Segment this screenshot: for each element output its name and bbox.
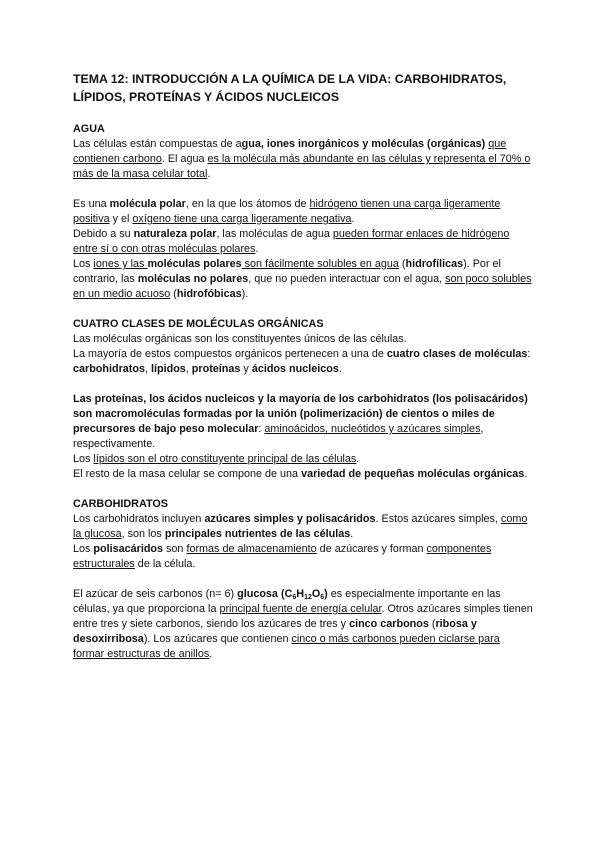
text-run: , las moléculas de agua	[216, 228, 333, 240]
bold-run: hidrofílicas	[405, 258, 464, 270]
paragraph	[73, 467, 533, 482]
bold-run: naturaleza polar	[133, 228, 217, 240]
section-heading-carbohidratos: CARBOHIDRATOS	[73, 498, 168, 510]
paragraph	[73, 257, 533, 302]
subscript: 6	[292, 594, 297, 601]
text-run: ).	[241, 288, 249, 300]
underlined-run: que contienen carbono	[73, 138, 507, 165]
page-title: TEMA 12: INTRODUCCIÓN A LA QUÍMICA DE LA VIDA: CARBOHIDRATOS, LÍPIDOS, PROTEÍNAS Y ÁCIDOS NUCLEICOS	[73, 72, 507, 104]
bold-run: moléculas no polares	[137, 273, 249, 285]
text-run: ). Los azúcares que contienen	[143, 633, 292, 645]
text-run: Los	[73, 543, 94, 555]
section-heading-agua: AGUA	[73, 123, 105, 135]
text-run: .	[356, 453, 360, 465]
bold-run: hidrofóbicas	[176, 288, 242, 300]
text-run: .	[255, 243, 259, 255]
underlined-run: oxígeno tiene una carga ligeramente negativa	[132, 213, 352, 225]
text-run: .	[338, 363, 342, 375]
text-run: .	[207, 168, 211, 180]
paragraph	[73, 392, 533, 452]
text-run: )	[324, 588, 328, 600]
text-run: ). Por el contrario, las	[73, 258, 501, 285]
underlined-run: iones y las	[93, 258, 148, 270]
text-run: (	[398, 258, 406, 270]
glucose-formula	[237, 588, 328, 600]
bold-run: cinco carbonos	[349, 618, 429, 630]
text-run: .	[351, 213, 355, 225]
text-run: es especialmente importante en las células, ya que proporciona la	[73, 588, 501, 615]
underlined-run: formas de almacenamiento	[186, 543, 317, 555]
bold-run: cuatro clases de moléculas	[386, 348, 528, 360]
underlined-run: como la glucosa	[73, 513, 528, 540]
text-run: , son los	[121, 528, 165, 540]
text-run: Los	[73, 453, 94, 465]
text-run: . Otros azúcares simples tienen entre tres y siete carbonos, siendo los azúcares de tres y	[73, 603, 533, 630]
text-run: , que no pueden interactuar con el agua,	[248, 273, 446, 285]
paragraph	[73, 587, 533, 662]
text-run: , en la que los átomos de	[185, 198, 310, 210]
bold-run: molécula polar	[109, 198, 186, 210]
underlined-run: componentes estructurales	[73, 543, 492, 570]
text-run: . El agua	[161, 153, 208, 165]
text-run: La mayoría de estos compuestos orgánicos pertenecen a una de	[73, 348, 387, 360]
text-run: Los	[73, 258, 94, 270]
text-run: Las células están compuestas de a	[73, 138, 242, 150]
document-page	[73, 70, 533, 662]
underlined-run: lípidos son el otro constituyente principal de las células	[93, 453, 357, 465]
underlined-run: es la molécula más abundante en las células y representa el 70% o más de la masa celular total	[73, 153, 531, 180]
bold-run: Las proteínas, los ácidos nucleicos y la mayoría de los carbohidratos (los polisacáridos) son macromoléculas formadas por la unión (polimerización) de cientos o miles de precursores de bajo peso molecular	[73, 393, 528, 435]
text-run: Es una	[73, 198, 110, 210]
bold-run: gua, iones inorgánicos y moléculas (orgánicas)	[241, 138, 486, 150]
bold-run: polisacáridos	[93, 543, 164, 555]
bold-run: ribosa y desoxirribosa	[73, 618, 477, 645]
paragraph	[73, 137, 533, 182]
text-run: El resto de la masa celular se compone de una	[73, 468, 302, 480]
paragraph: Las moléculas orgánicas son los constituyentes únicos de las células.	[73, 333, 407, 345]
text-run: H	[296, 588, 305, 600]
subscript: 12	[304, 594, 312, 601]
paragraph	[73, 197, 533, 227]
underlined-run: aminoácidos, nucleótidos y azúcares simples	[264, 423, 481, 435]
bold-run: azúcares simples y polisacáridos	[204, 513, 376, 525]
bold-run: moléculas polares	[147, 258, 242, 270]
underlined-run: hidrógeno tienen una carga ligeramente positiva	[73, 198, 501, 225]
bold-run: variedad de pequeñas moléculas orgánicas	[301, 468, 525, 480]
text-run: glucosa (C	[237, 588, 293, 600]
text-run: :	[527, 348, 531, 360]
text-run: y el	[109, 213, 133, 225]
subscript: 6	[320, 594, 325, 601]
paragraph	[73, 347, 533, 377]
section-heading-organicas: CUATRO CLASES DE MOLÉCULAS ORGÁNICAS	[73, 318, 324, 330]
underlined-run: pueden formar enlaces de hidrógeno entre sí o con otras moléculas polares	[73, 228, 510, 255]
underlined-run: cinco o más carbonos pueden ciclarse para formar estructuras de anillos	[73, 633, 500, 660]
bold-run: carbohidratos	[73, 363, 145, 375]
underlined-run: son fácilmente solubles en agua	[241, 258, 399, 270]
underlined-run: son poco solubles en un medio acuoso	[73, 273, 532, 300]
text-run: .	[350, 528, 354, 540]
text-run: de la célula.	[134, 558, 196, 570]
text-run: . Estos azúcares simples,	[375, 513, 501, 525]
text-run: ,	[185, 363, 192, 375]
text-run: (	[170, 288, 177, 300]
paragraph	[73, 542, 533, 572]
text-run: Debido a su	[73, 228, 134, 240]
text-run: .	[209, 648, 213, 660]
paragraph	[73, 452, 533, 467]
text-run: .	[524, 468, 528, 480]
text-run: :	[258, 423, 265, 435]
paragraph	[73, 512, 533, 542]
bold-run: proteínas	[191, 363, 241, 375]
underlined-run: principal fuente de energía celular	[219, 603, 382, 615]
text-run: de azúcares y forman	[316, 543, 427, 555]
text-run: son	[163, 543, 187, 555]
text-run: Los carbohidratos incluyen	[73, 513, 205, 525]
text-run: El azúcar de seis carbonos (n= 6)	[73, 588, 238, 600]
paragraph	[73, 227, 533, 257]
text-run: ,	[145, 363, 151, 375]
bold-run: principales nutrientes de las células	[164, 528, 351, 540]
text-run: y	[240, 363, 252, 375]
bold-run: lípidos	[151, 363, 186, 375]
text-run: (	[428, 618, 436, 630]
text-run: O	[311, 588, 321, 600]
bold-run: ácidos nucleicos	[251, 363, 339, 375]
text-run: , respectivamente.	[73, 423, 484, 450]
